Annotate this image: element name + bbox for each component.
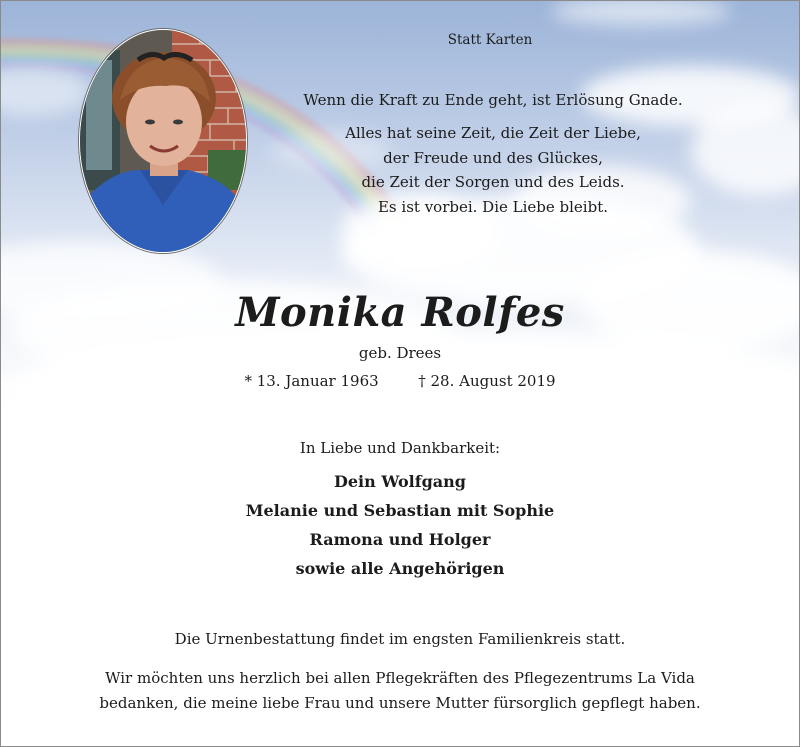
maiden-name: geb. Drees bbox=[358, 344, 442, 362]
poem-verse-line: Es ist vorbei. Die Liebe bleibt. bbox=[377, 197, 609, 216]
thanks-line: bedanken, die meine liebe Frau und unsere Mutter fürsorglich gepflegt haben. bbox=[99, 693, 701, 712]
thanks-notice bbox=[1, 666, 799, 715]
poem-first-line: Wenn die Kraft zu Ende geht, ist Erlösung Gnade. bbox=[303, 91, 683, 109]
mourners-intro: In Liebe und Dankbarkeit: bbox=[299, 439, 501, 457]
mourner-name: sowie alle Angehörigen bbox=[295, 559, 505, 578]
deceased-name: Monika Rolfes bbox=[235, 289, 565, 336]
poem-verse-line: der Freude und des Glückes, bbox=[383, 148, 603, 167]
birth-date: * 13. Januar 1963 bbox=[244, 372, 379, 390]
mourner-name: Dein Wolfgang bbox=[333, 472, 466, 491]
poem-verse-line: Alles hat seine Zeit, die Zeit der Liebe, bbox=[345, 124, 641, 142]
poem-verse-line: die Zeit der Sorgen und des Leids. bbox=[361, 173, 625, 191]
mourner-name: Melanie und Sebastian mit Sophie bbox=[245, 501, 555, 520]
poem-verse bbox=[94, 121, 800, 219]
mourners-list bbox=[1, 467, 799, 583]
mourner-name: Ramona und Holger bbox=[309, 530, 491, 549]
death-date: † 28. August 2019 bbox=[418, 372, 556, 390]
thanks-line: Wir möchten uns herzlich bei allen Pflegekräften des Pflegezentrums La Vida bbox=[105, 669, 695, 687]
life-dates bbox=[1, 369, 799, 394]
statt-karten-label: Statt Karten bbox=[447, 32, 533, 48]
burial-notice: Die Urnenbestattung findet im engsten Familienkreis statt. bbox=[174, 630, 626, 648]
